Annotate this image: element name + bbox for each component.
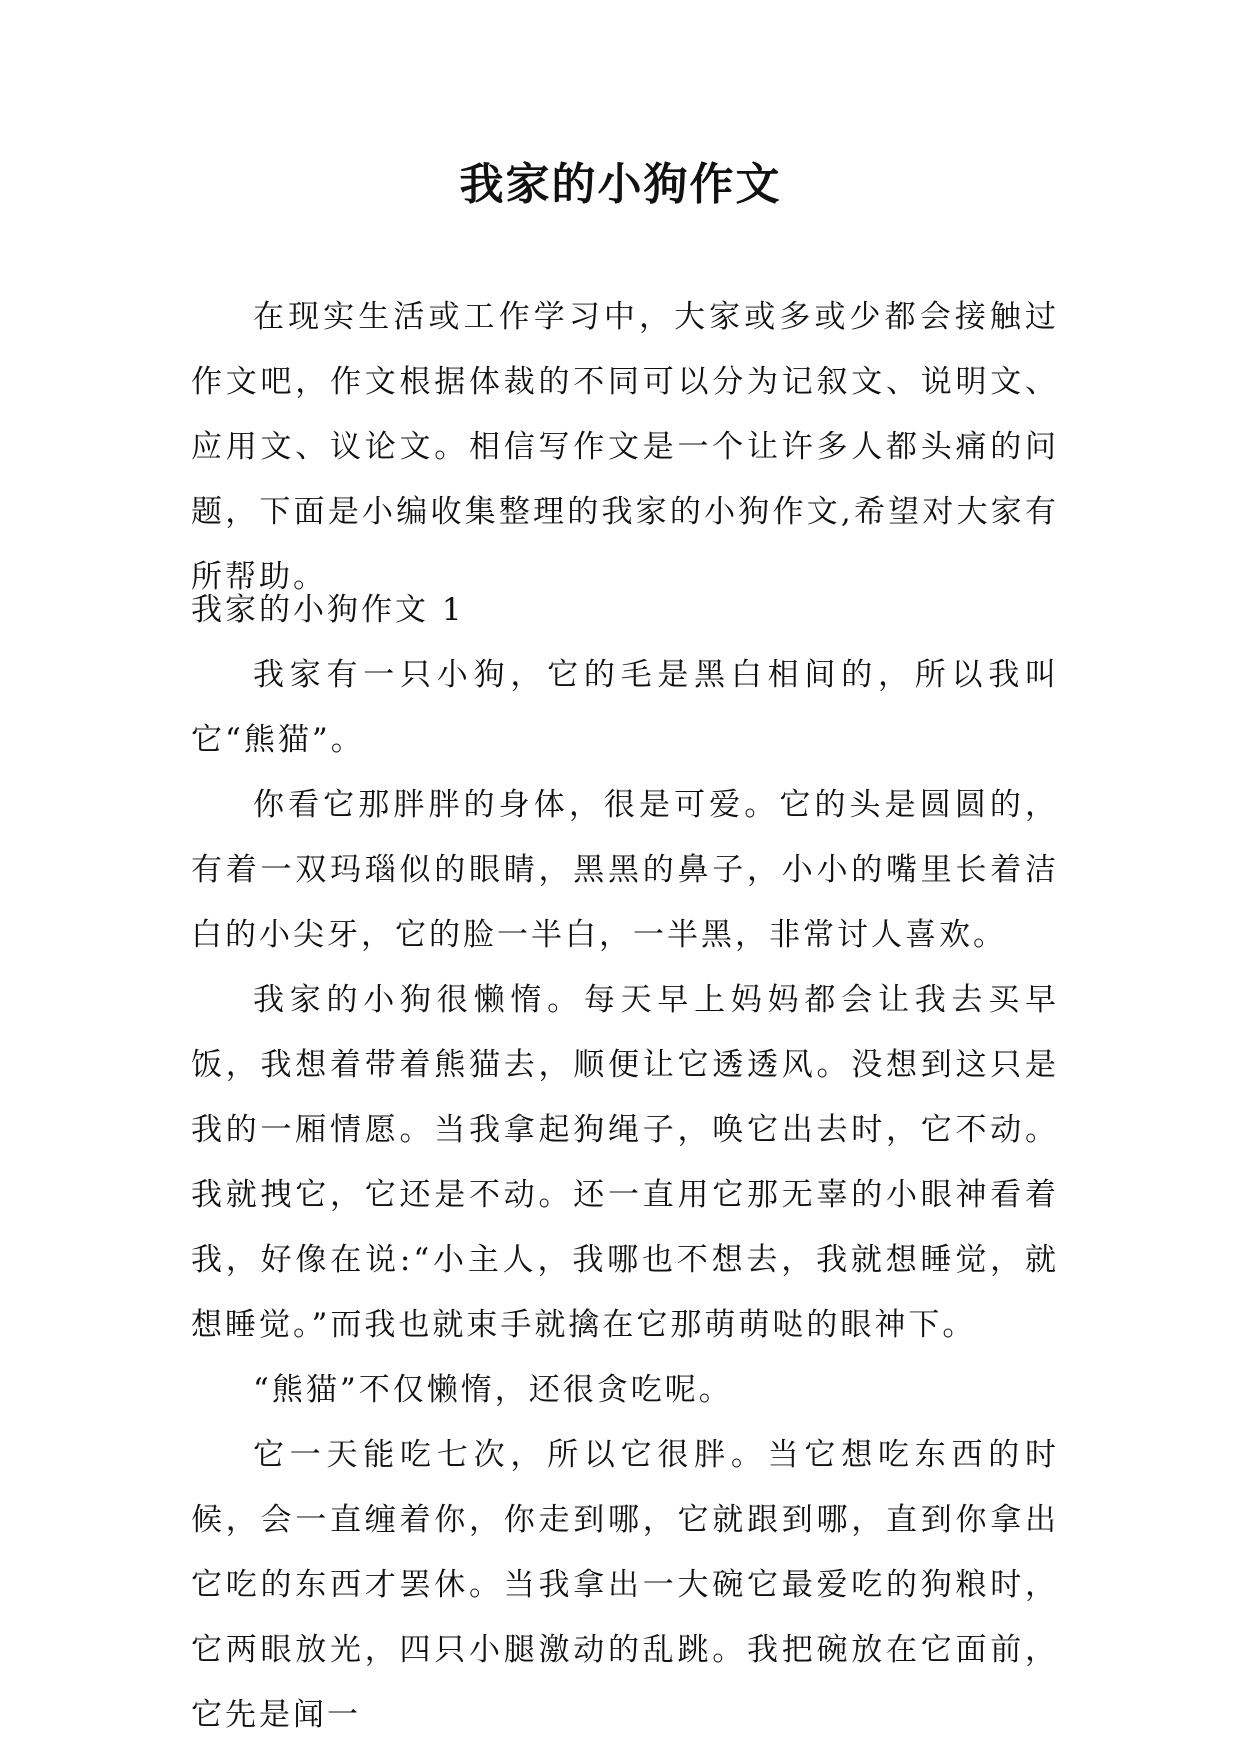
paragraph-5: 它一天能吃七次，所以它很胖。当它想吃东西的时候，会一直缠着你，你走到哪，它就跟到哪，直到你拿出它吃的东西才罢休。当我拿出一大碗它最爱吃的狗粮时，它两眼放光，四只小腿激动的乱跳。我把碗放在它面前，它先是闻一: [191, 1437, 1059, 1733]
essay-section: [191, 578, 1059, 1748]
paragraph-1: 我家有一只小狗，它的毛是黑白相间的，所以我叫它“熊猫”。: [191, 657, 1059, 758]
intro-paragraph: 在现实生活或工作学习中，大家或多或少都会接触过作文吧，作文根据体裁的不同可以分为记叙文、说明文、应用文、议论文。相信写作文是一个让许多人都头痛的问题，下面是小编收集整理的我家的小狗作文,希望对大家有所帮助。: [191, 299, 1059, 595]
paragraph-3: 我家的小狗很懒惰。每天早上妈妈都会让我去买早饭，我想着带着熊猫去，顺便让它透透风。没想到这只是我的一厢情愿。当我拿起狗绳子，唤它出去时，它不动。我就拽它，它还是不动。还一直用它那无辜的小眼神看着我，好像在说:“小主人，我哪也不想去，我就想睡觉，就想睡觉。”而我也就束手就擒在它那萌萌哒的眼神下。: [191, 982, 1059, 1343]
document-title: 我家的小狗作文: [459, 159, 782, 210]
paragraph-4: “熊猫”不仅懒惰，还很贪吃呢。: [253, 1372, 733, 1408]
paragraph-2: 你看它那胖胖的身体，很是可爱。它的头是圆圆的，有着一双玛瑙似的眼睛，黑黑的鼻子，小小的嘴里长着洁白的小尖牙，它的脸一半白，一半黑，非常讨人喜欢。: [191, 787, 1059, 953]
intro-section: [191, 285, 1059, 610]
section-heading: 我家的小狗作文 1: [191, 592, 465, 628]
